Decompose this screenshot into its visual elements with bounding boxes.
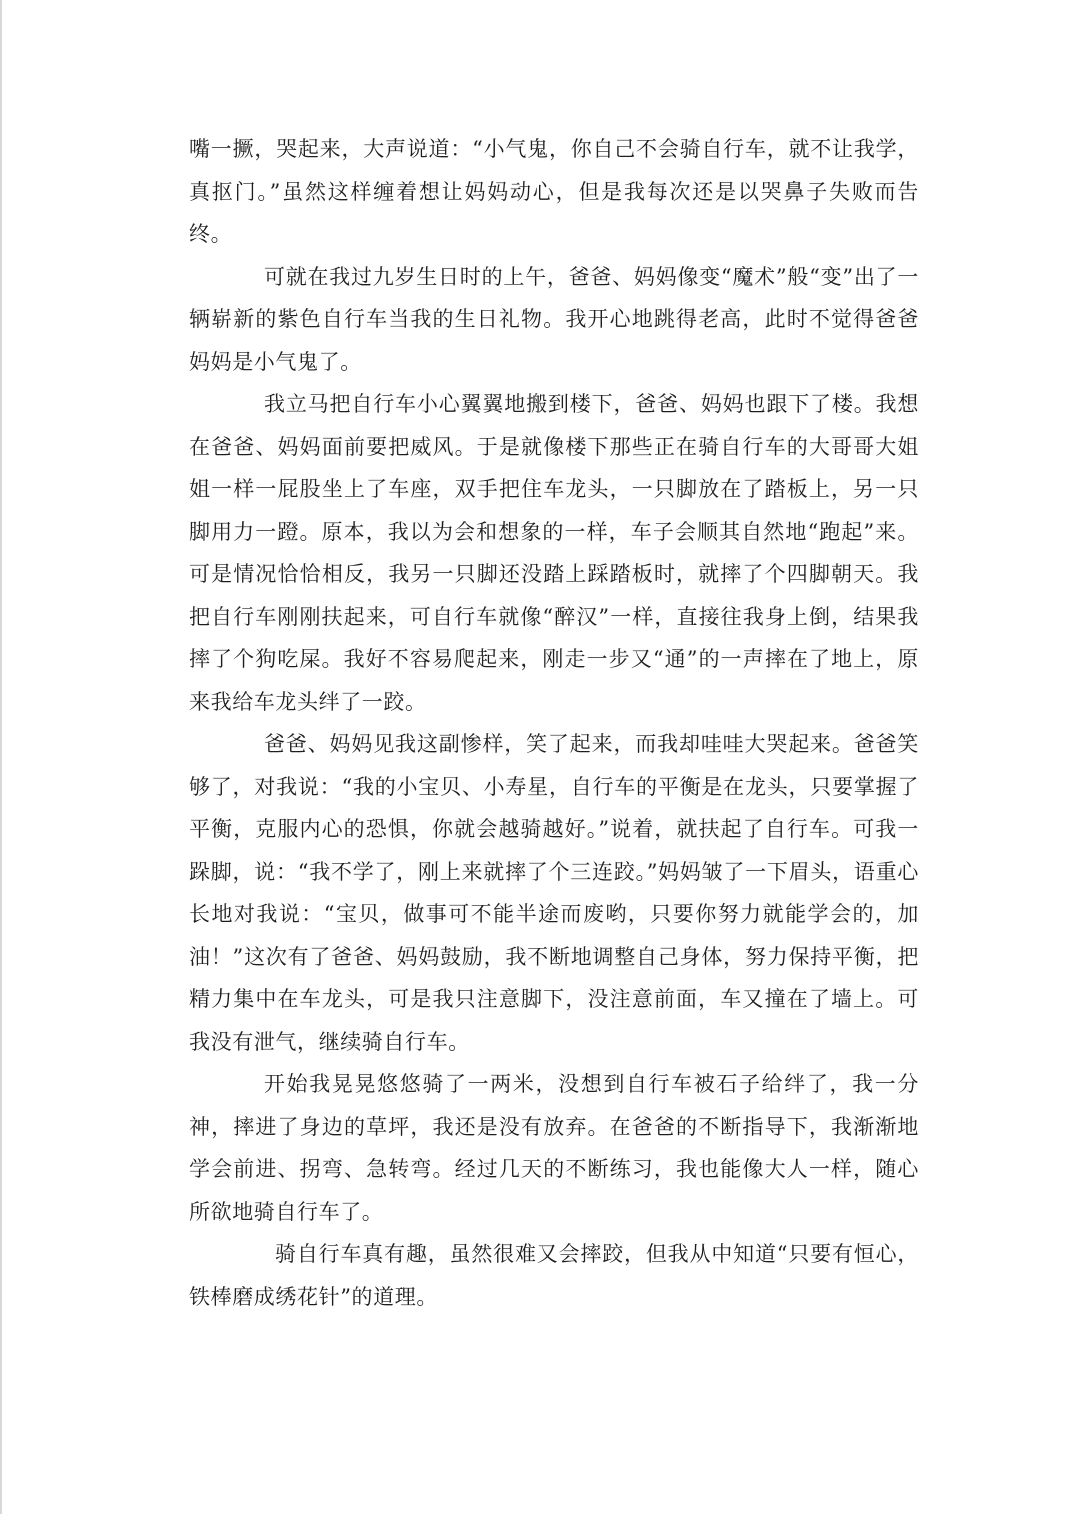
- document-body: [189, 128, 919, 1318]
- paragraph-4: 爸爸、妈妈见我这副惨样，笑了起来，而我却哇哇大哭起来。爸爸笑够了，对我说：“我的小宝贝、小寿星，自行车的平衡是在龙头，只要掌握了平衡，克服内心的恐惧，你就会越骑越好。”说着，就扶起了自行车。可我一跺脚，说：“我不学了，刚上来就摔了个三连跤。”妈妈皱了一下眉头，语重心长地对我说：“宝贝，做事可不能半途而废哟，只要你努力就能学会的，加油！”这次有了爸爸、妈妈鼓励，我不断地调整自己身体，努力保持平衡，把精力集中在车龙头，可是我只注意脚下，没注意前面，车又撞在了墙上。可我没有泄气，继续骑自行车。: [189, 732, 919, 1054]
- paragraph-6: 骑自行车真有趣，虽然很难又会摔跤，但我从中知道“只要有恒心，铁棒磨成绣花针”的道理。: [189, 1242, 919, 1309]
- paragraph-5: 开始我晃晃悠悠骑了一两米，没想到自行车被石子给绊了，我一分神，摔进了身边的草坪，我还是没有放弃。在爸爸的不断指导下，我渐渐地学会前进、拐弯、急转弯。经过几天的不断练习，我也能像大人一样，随心所欲地骑自行车了。: [189, 1072, 919, 1224]
- paragraph-1: 嘴一撅，哭起来，大声说道：“小气鬼，你自己不会骑自行车，就不让我学，真抠门。”虽然这样缠着想让妈妈动心，但是我每次还是以哭鼻子失败而告终。: [189, 137, 919, 246]
- paragraph-3: 我立马把自行车小心翼翼地搬到楼下，爸爸、妈妈也跟下了楼。我想在爸爸、妈妈面前要把威风。于是就像楼下那些正在骑自行车的大哥哥大姐姐一样一屁股坐上了车座，双手把住车龙头，一只脚放在了踏板上，另一只脚用力一蹬。原本，我以为会和想象的一样，车子会顺其自然地“跑起”来。可是情况恰恰相反，我另一只脚还没踏上踩踏板时，就摔了个四脚朝天。我把自行车刚刚扶起来，可自行车就像“醉汉”一样，直接往我身上倒，结果我摔了个狗吃屎。我好不容易爬起来，刚走一步又“通”的一声摔在了地上，原来我给车龙头绊了一跤。: [189, 392, 919, 714]
- paragraph-2: 可就在我过九岁生日时的上午，爸爸、妈妈像变“魔术”般“变”出了一辆崭新的紫色自行车当我的生日礼物。我开心地跳得老高，此时不觉得爸爸妈妈是小气鬼了。: [189, 264, 919, 374]
- page-left-border: [0, 0, 2, 1514]
